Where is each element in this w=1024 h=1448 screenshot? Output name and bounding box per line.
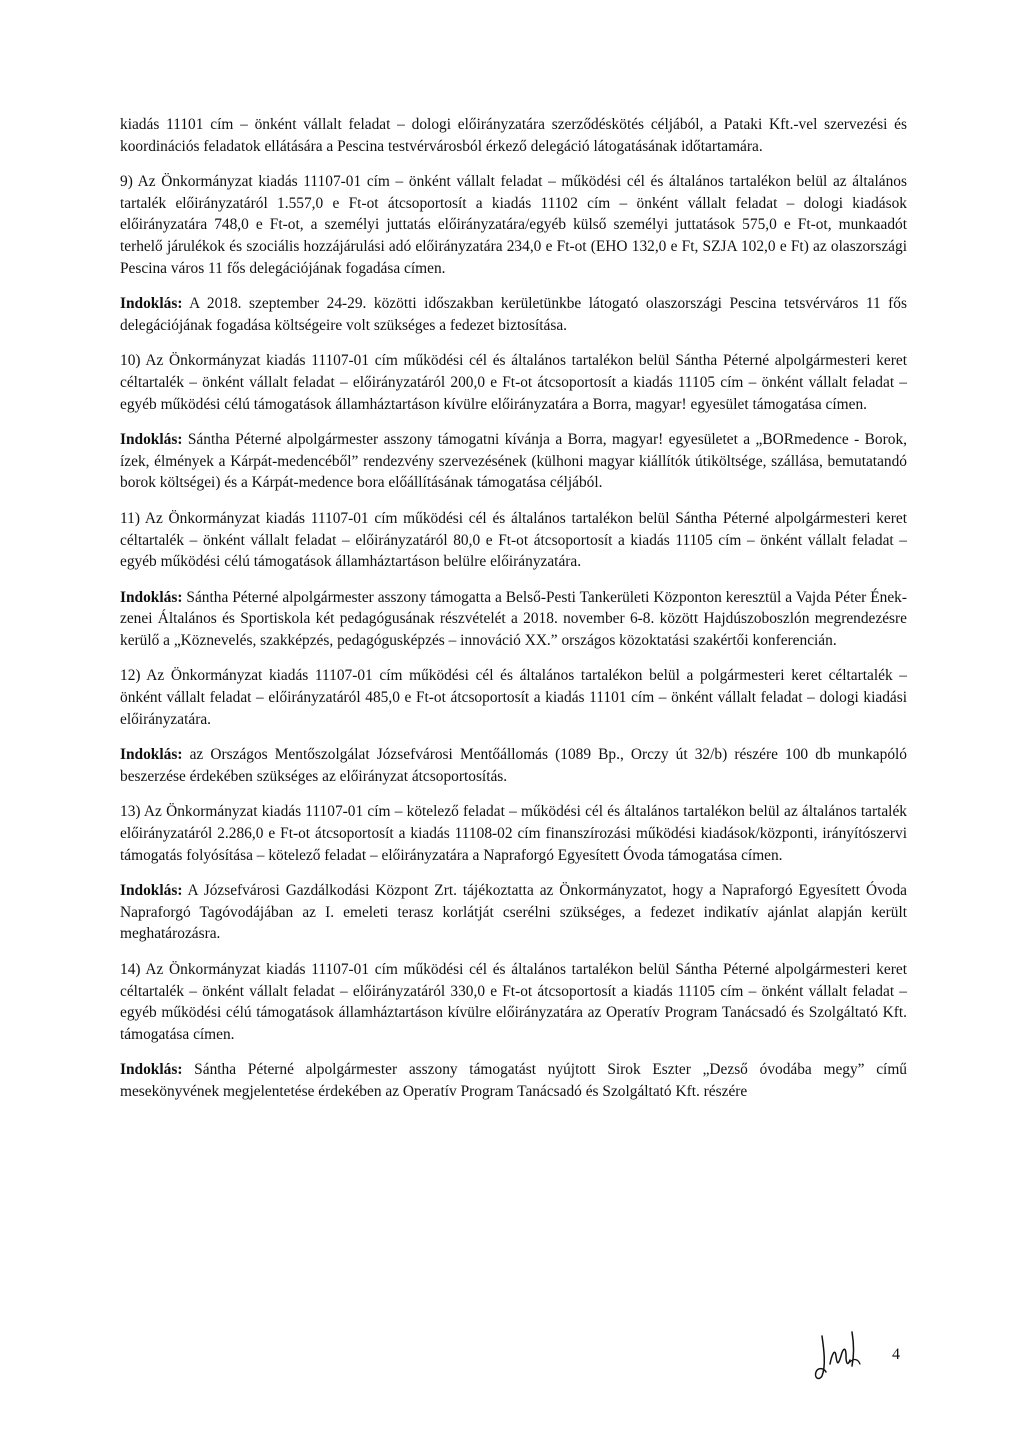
justification-label: Indoklás: xyxy=(120,746,183,764)
justification-item-12 xyxy=(120,744,907,787)
paragraph-item-10 xyxy=(120,350,907,415)
document-body xyxy=(120,114,907,1117)
justification-label: Indoklás: xyxy=(120,1061,183,1079)
justification-label: Indoklás: xyxy=(120,431,183,449)
paragraph-text: 13) Az Önkormányzat kiadás 11107-01 cím – kötelező feladat – működési cél és általános tartalékon belül az általános tartalék előirányzatáról 2.286,0 e Ft-ot átcsoportosít a kiadás 11108-02 cím finanszírozási működési kiadások/központi, irányítószervi támogatás folyósítása – kötelező feladat – előirányzatára a Napraforgó Egyesített Óvoda támogatása címen. xyxy=(120,803,907,864)
signature-icon xyxy=(808,1326,872,1384)
justification-item-13 xyxy=(120,880,907,945)
justification-item-14 xyxy=(120,1059,907,1102)
paragraph-text: 10) Az Önkormányzat kiadás 11107-01 cím működési cél és általános tartalékon belül Sántha Péterné alpolgármesteri keret céltartalék – önként vállalt feladat – előirányzatáról 200,0 e Ft-ot átcsoportosít a kiadás 11105 cím – önként vállalt feladat – egyéb működési célú támogatások államháztartáson kívülre előirányzatára a Borra, magyar! egyesület támogatása címen. xyxy=(120,352,907,413)
justification-item-11 xyxy=(120,587,907,652)
paragraph-text: 14) Az Önkormányzat kiadás 11107-01 cím működési cél és általános tartalékon belül Sántha Péterné alpolgármesteri keret céltartalék – önként vállalt feladat – előirányzatáról 330,0 e Ft-ot átcsoportosít a kiadás 11105 cím – önként vállalt feladat – egyéb működési célú támogatások államháztartáson kívülre előirányzatára az Operatív Program Tanácsadó és Szolgáltató Kft. támogatása címen. xyxy=(120,961,907,1043)
paragraph-continuation xyxy=(120,114,907,157)
paragraph-text: 11) Az Önkormányzat kiadás 11107-01 cím működési cél és általános tartalékon belül Sántha Péterné alpolgármesteri keret céltartalék – önként vállalt feladat – előirányzatáról 80,0 e Ft-ot átcsoportosít a kiadás 11105 cím – önként vállalt feladat – egyéb működési célú támogatások államháztartáson belülre előirányzatára. xyxy=(120,509,907,571)
justification-text: Sántha Péterné alpolgármester asszony támogatni kívánja a Borra, magyar! egyesületet a „BORmedence - Borok, ízek, élmények a Kárpát-medencéből” rendezvény szervezésének (külhoni magyar kiállítók útiköltsége, szállása, bemutatandó borok költségei) és a Kárpát-medence bora előállításának támogatása céljából. xyxy=(120,431,907,492)
paragraph-text: 9) Az Önkormányzat kiadás 11107-01 cím – önként vállalt feladat – működési cél és általános tartalékon belül az általános tartalék előirányzatáról 1.557,0 e Ft-ot átcsoportosít a kiadás 11102 cím – önként vállalt feladat – dologi kiadások előirányzatára 748,0 e Ft-ot, a személyi juttatás előirányzatára/egyéb külső személyi juttatások 575,0 e Ft-ot, munkaadót terhelő járulékok és szociális hozzájárulási adó előirányzatára 234,0 e Ft-ot (EHO 132,0 e Ft, SZJA 102,0 e Ft) az olaszországi Pescina város 11 fős delegációjának fogadása címen. xyxy=(120,173,907,277)
justification-text: A 2018. szeptember 24-29. közötti időszakban kerületünkbe látogató olaszországi Pescina tetsvérváros 11 fős delegációjának fogadása költségeire volt szükséges a fedezet biztosítása. xyxy=(120,295,907,334)
paragraph-item-9 xyxy=(120,171,907,279)
paragraph-item-11 xyxy=(120,508,907,573)
justification-text: Sántha Péterné alpolgármester asszony támogatta a Belső-Pesti Tankerületi Központon keresztül a Vajda Péter Ének-zenei Általános és Sportiskola két pedagógusának részvételét a 2018. november 6-8. között Hajdúszoboszlón megrendezésre kerülő a „Köznevelés, szakképzés, pedagógusképzés – innováció XX.” országos közoktatási szakértői konferencián. xyxy=(120,588,907,649)
paragraph-text: kiadás 11101 cím – önként vállalt feladat – dologi előirányzatára szerződéskötés céljából, a Pataki Kft.-vel szervezési és koordinációs feladatok ellátására a Pescina testvérvárosból érkező delegáció látogatásának időtartamára. xyxy=(120,116,907,155)
justification-text: az Országos Mentőszolgálat Józsefvárosi Mentőállomás (1089 Bp., Orczy út 32/b) részére 100 db munkapóló beszerzése érdekében szükséges az előirányzat átcsoportosítás. xyxy=(120,746,907,785)
paragraph-item-14 xyxy=(120,959,907,1045)
page-number: 4 xyxy=(892,1346,900,1363)
paragraph-item-12 xyxy=(120,665,907,730)
justification-label: Indoklás: xyxy=(120,882,183,900)
justification-text: A Józsefvárosi Gazdálkodási Központ Zrt. tájékoztatta az Önkormányzatot, hogy a Napraforgó Egyesített Óvoda Napraforgó Tagóvodájában az I. emeleti terasz korlátját cserélni szükséges, a fedezet indikatív ajánlat alapján került meghatározásra. xyxy=(120,882,907,943)
justification-text: Sántha Péterné alpolgármester asszony támogatást nyújtott Sirok Eszter „Dezső óvodába megy” című mesekönyvének megjelentetése érdekében az Operatív Program Tanácsadó és Szolgáltató Kft. részére xyxy=(120,1061,907,1100)
justification-label: Indoklás: xyxy=(120,588,183,606)
paragraph-text: 12) Az Önkormányzat kiadás 11107-01 cím működési cél és általános tartalékon belül a polgármesteri keret céltartalék – önként vállalt feladat – előirányzatáról 485,0 e Ft-ot átcsoportosít a kiadás 11101 cím – önként vállalt feladat – dologi kiadási előirányzatára. xyxy=(120,667,907,728)
justification-item-9 xyxy=(120,293,907,336)
justification-label: Indoklás: xyxy=(120,295,183,313)
page-footer xyxy=(808,1326,918,1386)
justification-item-10 xyxy=(120,429,907,494)
paragraph-item-13 xyxy=(120,801,907,866)
